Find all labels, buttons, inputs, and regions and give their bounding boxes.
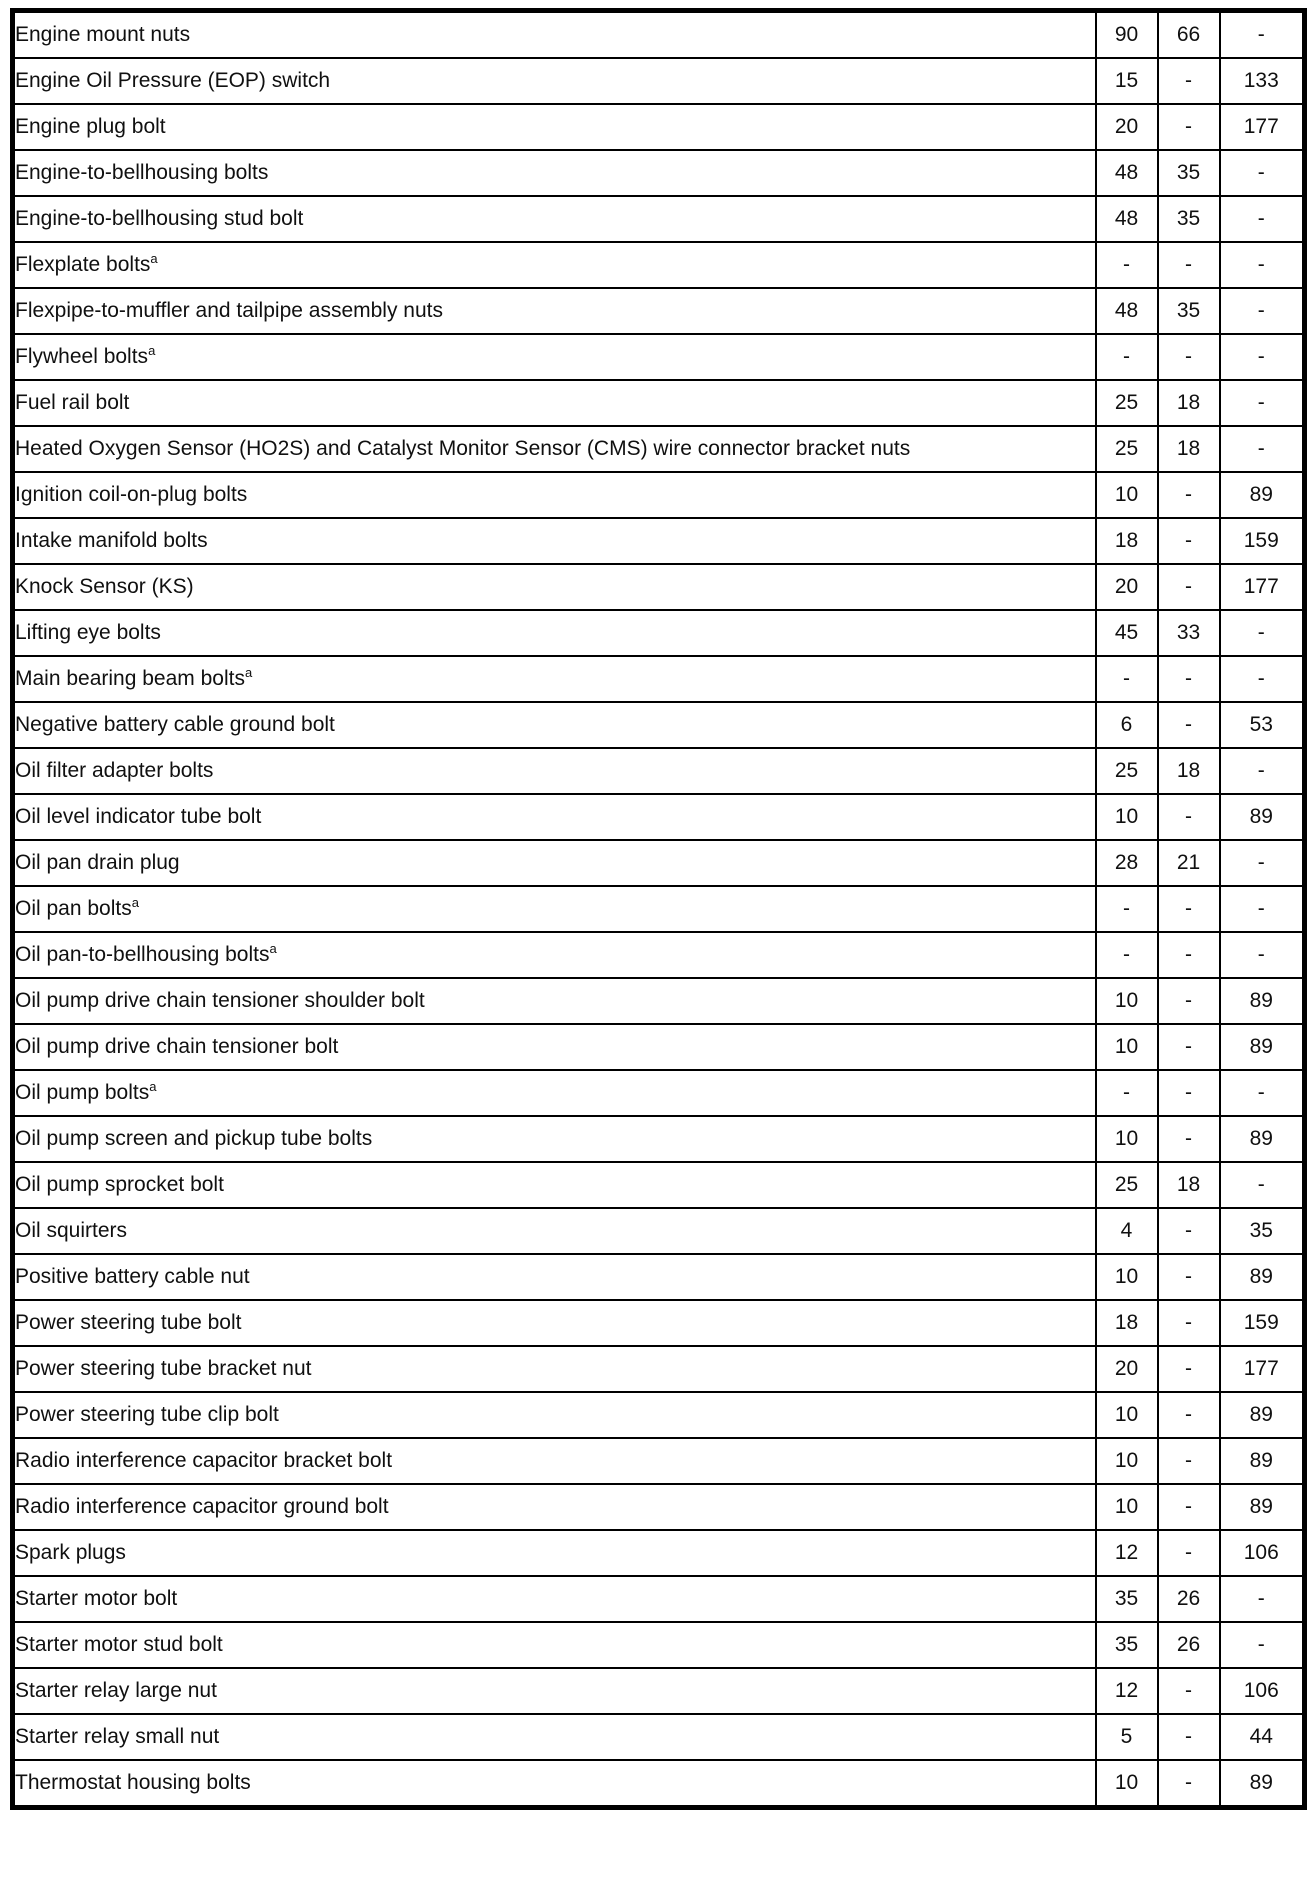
table-row [13,1760,1305,1808]
torque-nm-cell: - [1096,932,1158,978]
torque-lbin-cell: - [1220,334,1305,380]
torque-lbft-cell: - [1158,656,1220,702]
component-cell [13,1116,1096,1162]
component-cell [13,1024,1096,1070]
table-row [13,1392,1305,1438]
torque-lbin-cell: 89 [1220,1024,1305,1070]
component-label: Fuel rail bolt [15,391,130,415]
component-cell [13,1300,1096,1346]
component-cell [13,610,1096,656]
torque-lbft-cell: 35 [1158,196,1220,242]
torque-lbin-cell: - [1220,748,1305,794]
torque-lbin-cell: 89 [1220,1392,1305,1438]
component-cell [13,1530,1096,1576]
component-cell [13,288,1096,334]
table-row [13,11,1305,59]
component-label: Engine-to-bellhousing stud bolt [15,207,304,231]
torque-nm-cell: 25 [1096,426,1158,472]
table-row [13,1622,1305,1668]
torque-nm-cell: - [1096,656,1158,702]
component-cell [13,748,1096,794]
component-label: Starter relay small nut [15,1725,220,1749]
table-row [13,1530,1305,1576]
torque-lbft-cell: 33 [1158,610,1220,656]
torque-lbin-cell: - [1220,426,1305,472]
component-label: Radio interference capacitor ground bolt [15,1495,389,1519]
table-row [13,1300,1305,1346]
torque-lbft-cell: 18 [1158,748,1220,794]
component-label: Lifting eye bolts [15,621,161,645]
table-row [13,1162,1305,1208]
torque-nm-cell: 10 [1096,1116,1158,1162]
torque-nm-cell: - [1096,1070,1158,1116]
component-label: Oil pump bolts [15,1081,150,1105]
torque-nm-cell: 15 [1096,58,1158,104]
torque-nm-cell: 25 [1096,748,1158,794]
torque-lbft-cell: - [1158,564,1220,610]
torque-lbin-cell: - [1220,196,1305,242]
component-cell [13,978,1096,1024]
table-row [13,426,1305,472]
table-row [13,380,1305,426]
torque-lbin-cell: - [1220,11,1305,59]
torque-lbin-cell: 89 [1220,1760,1305,1808]
table-row [13,242,1305,288]
torque-nm-cell: 20 [1096,564,1158,610]
component-label: Ignition coil-on-plug bolts [15,483,248,507]
footnote-marker: a [131,895,139,911]
torque-lbin-cell: 89 [1220,978,1305,1024]
component-label: Starter motor bolt [15,1587,178,1611]
torque-lbft-cell: - [1158,1300,1220,1346]
torque-nm-cell: 35 [1096,1576,1158,1622]
component-label: Engine mount nuts [15,23,191,47]
component-label: Oil pump screen and pickup tube bolts [15,1127,373,1151]
table-row [13,1438,1305,1484]
torque-lbft-cell: 35 [1158,150,1220,196]
torque-lbin-cell: 133 [1220,58,1305,104]
table-row [13,702,1305,748]
component-cell [13,334,1096,380]
torque-lbin-cell: - [1220,380,1305,426]
torque-lbft-cell: 18 [1158,380,1220,426]
torque-nm-cell: 18 [1096,518,1158,564]
torque-lbin-cell: 159 [1220,518,1305,564]
torque-lbft-cell: - [1158,334,1220,380]
component-label: Oil squirters [15,1219,128,1243]
component-label: Flywheel bolts [15,345,149,369]
torque-lbin-cell: 89 [1220,1116,1305,1162]
component-cell [13,1392,1096,1438]
component-label: Oil pan bolts [15,897,132,921]
torque-lbin-cell: - [1220,656,1305,702]
torque-lbin-cell: 89 [1220,1484,1305,1530]
component-cell [13,1668,1096,1714]
torque-lbft-cell: - [1158,702,1220,748]
component-label: Flexplate bolts [15,253,151,277]
table-row [13,518,1305,564]
table-row [13,1346,1305,1392]
table-row [13,656,1305,702]
torque-nm-cell: 10 [1096,1760,1158,1808]
component-cell [13,11,1096,59]
torque-lbin-cell: - [1220,886,1305,932]
component-label: Spark plugs [15,1541,126,1565]
torque-lbft-cell: - [1158,1024,1220,1070]
torque-lbft-cell: - [1158,1484,1220,1530]
torque-nm-cell: 45 [1096,610,1158,656]
table-row [13,564,1305,610]
torque-nm-cell: 18 [1096,1300,1158,1346]
component-cell [13,1208,1096,1254]
component-cell [13,1254,1096,1300]
component-label: Engine plug bolt [15,115,166,139]
component-label: Heated Oxygen Sensor (HO2S) and Catalyst Monitor Sensor (CMS) wire connector bracket nuts [15,437,911,461]
torque-nm-cell: 10 [1096,1024,1158,1070]
component-label: Intake manifold bolts [15,529,208,553]
table-row [13,1668,1305,1714]
torque-lbft-cell: - [1158,978,1220,1024]
torque-lbin-cell: 177 [1220,564,1305,610]
component-cell [13,1438,1096,1484]
component-cell [13,380,1096,426]
component-label: Engine Oil Pressure (EOP) switch [15,69,331,93]
component-cell [13,702,1096,748]
torque-lbft-cell: - [1158,1116,1220,1162]
component-cell [13,472,1096,518]
torque-lbft-cell: - [1158,1208,1220,1254]
torque-nm-cell: 25 [1096,380,1158,426]
torque-lbin-cell: 106 [1220,1668,1305,1714]
torque-lbin-cell: 89 [1220,472,1305,518]
table-row [13,196,1305,242]
table-row [13,1070,1305,1116]
footnote-marker: a [269,941,277,957]
table-row [13,932,1305,978]
torque-spec-table [10,8,1307,1810]
table-row [13,978,1305,1024]
torque-nm-cell: 10 [1096,794,1158,840]
component-cell [13,886,1096,932]
torque-lbin-cell: - [1220,1070,1305,1116]
component-cell [13,104,1096,150]
torque-lbft-cell: 66 [1158,11,1220,59]
torque-lbft-cell: - [1158,794,1220,840]
component-label: Thermostat housing bolts [15,1771,251,1795]
component-label: Knock Sensor (KS) [15,575,194,599]
torque-lbft-cell: 26 [1158,1576,1220,1622]
table-row [13,748,1305,794]
torque-lbin-cell: - [1220,840,1305,886]
torque-lbft-cell: - [1158,1438,1220,1484]
component-cell [13,1162,1096,1208]
torque-nm-cell: 10 [1096,1392,1158,1438]
torque-lbin-cell: 159 [1220,1300,1305,1346]
component-label: Oil filter adapter bolts [15,759,214,783]
torque-lbft-cell: - [1158,1392,1220,1438]
torque-lbft-cell: - [1158,886,1220,932]
component-label: Radio interference capacitor bracket bolt [15,1449,393,1473]
component-label: Oil pump drive chain tensioner shoulder bolt [15,989,425,1013]
component-cell [13,1714,1096,1760]
component-cell [13,656,1096,702]
component-label: Starter motor stud bolt [15,1633,223,1657]
torque-lbin-cell: - [1220,932,1305,978]
torque-lbft-cell: - [1158,1530,1220,1576]
torque-lbft-cell: - [1158,932,1220,978]
component-cell [13,1070,1096,1116]
component-cell [13,1622,1096,1668]
torque-lbin-cell: 106 [1220,1530,1305,1576]
torque-nm-cell: 48 [1096,196,1158,242]
torque-nm-cell: 10 [1096,1254,1158,1300]
torque-lbft-cell: - [1158,242,1220,288]
torque-lbin-cell: 89 [1220,794,1305,840]
torque-lbft-cell: - [1158,1714,1220,1760]
torque-lbft-cell: 35 [1158,288,1220,334]
table-row [13,794,1305,840]
torque-nm-cell: 6 [1096,702,1158,748]
table-row [13,610,1305,656]
torque-nm-cell: 48 [1096,288,1158,334]
component-label: Power steering tube bracket nut [15,1357,312,1381]
component-label: Oil pump sprocket bolt [15,1173,224,1197]
component-cell [13,932,1096,978]
torque-nm-cell: 20 [1096,104,1158,150]
table-row [13,104,1305,150]
component-label: Starter relay large nut [15,1679,217,1703]
component-label: Oil pan-to-bellhousing bolts [15,943,270,967]
torque-lbft-cell: - [1158,518,1220,564]
torque-lbin-cell: 89 [1220,1254,1305,1300]
table-row [13,1208,1305,1254]
torque-nm-cell: - [1096,886,1158,932]
component-cell [13,840,1096,886]
torque-lbft-cell: - [1158,1070,1220,1116]
table-row [13,1024,1305,1070]
component-cell [13,1576,1096,1622]
table-body [13,11,1305,1808]
table-row [13,288,1305,334]
component-cell [13,426,1096,472]
torque-nm-cell: 35 [1096,1622,1158,1668]
torque-nm-cell: 12 [1096,1530,1158,1576]
table-row [13,1714,1305,1760]
component-label: Positive battery cable nut [15,1265,250,1289]
component-cell [13,794,1096,840]
torque-lbin-cell: 53 [1220,702,1305,748]
table-row [13,1576,1305,1622]
footnote-marker: a [244,665,253,681]
torque-nm-cell: - [1096,242,1158,288]
table-row [13,1254,1305,1300]
table-row [13,150,1305,196]
component-label: Flexpipe-to-muffler and tailpipe assembly nuts [15,299,443,323]
table-row [13,886,1305,932]
table-row [13,1116,1305,1162]
torque-lbft-cell: - [1158,1254,1220,1300]
torque-nm-cell: 20 [1096,1346,1158,1392]
torque-nm-cell: 10 [1096,1484,1158,1530]
torque-lbin-cell: - [1220,242,1305,288]
component-cell [13,1760,1096,1808]
torque-nm-cell: 12 [1096,1668,1158,1714]
component-label: Oil pump drive chain tensioner bolt [15,1035,339,1059]
component-cell [13,518,1096,564]
torque-lbin-cell: 44 [1220,1714,1305,1760]
component-cell [13,196,1096,242]
torque-lbft-cell: - [1158,104,1220,150]
torque-lbft-cell: - [1158,1668,1220,1714]
torque-nm-cell: 10 [1096,1438,1158,1484]
torque-nm-cell: 5 [1096,1714,1158,1760]
torque-nm-cell: 4 [1096,1208,1158,1254]
table-row [13,472,1305,518]
torque-nm-cell: 48 [1096,150,1158,196]
footnote-marker: a [150,251,158,267]
torque-nm-cell: 10 [1096,472,1158,518]
footnote-marker: a [148,343,156,359]
torque-lbin-cell: - [1220,1576,1305,1622]
table-row [13,58,1305,104]
component-label: Oil level indicator tube bolt [15,805,262,829]
component-label: Main bearing beam bolts [15,667,245,691]
torque-lbft-cell: 21 [1158,840,1220,886]
component-cell [13,1346,1096,1392]
component-label: Power steering tube clip bolt [15,1403,279,1427]
torque-lbin-cell: - [1220,288,1305,334]
torque-lbin-cell: 35 [1220,1208,1305,1254]
table-row [13,1484,1305,1530]
component-cell [13,58,1096,104]
component-cell [13,564,1096,610]
torque-lbin-cell: 177 [1220,104,1305,150]
torque-nm-cell: 90 [1096,11,1158,59]
torque-lbft-cell: 18 [1158,426,1220,472]
torque-nm-cell: 10 [1096,978,1158,1024]
torque-lbft-cell: 26 [1158,1622,1220,1668]
component-cell [13,150,1096,196]
footnote-marker: a [149,1079,157,1095]
component-cell [13,1484,1096,1530]
component-label: Oil pan drain plug [15,851,180,875]
torque-lbin-cell: - [1220,610,1305,656]
table-row [13,840,1305,886]
torque-lbft-cell: - [1158,58,1220,104]
torque-lbin-cell: - [1220,150,1305,196]
component-label: Engine-to-bellhousing bolts [15,161,269,185]
table-row [13,334,1305,380]
component-label: Negative battery cable ground bolt [15,713,335,737]
torque-lbft-cell: 18 [1158,1162,1220,1208]
torque-lbin-cell: 89 [1220,1438,1305,1484]
torque-lbft-cell: - [1158,472,1220,518]
torque-lbin-cell: 177 [1220,1346,1305,1392]
torque-lbft-cell: - [1158,1346,1220,1392]
torque-nm-cell: 28 [1096,840,1158,886]
torque-lbin-cell: - [1220,1162,1305,1208]
torque-nm-cell: - [1096,334,1158,380]
component-label: Power steering tube bolt [15,1311,242,1335]
torque-nm-cell: 25 [1096,1162,1158,1208]
torque-lbin-cell: - [1220,1622,1305,1668]
component-cell [13,242,1096,288]
torque-lbft-cell: - [1158,1760,1220,1808]
